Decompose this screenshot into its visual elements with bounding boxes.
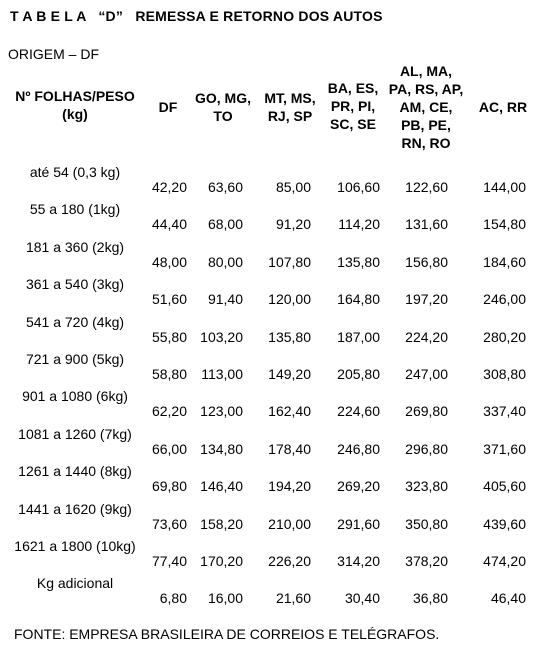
value-cell: 474,20 (483, 553, 526, 569)
value-cell: 135,80 (337, 253, 380, 270)
value-cell: 158,20 (200, 515, 243, 532)
value-cell: 291,60 (337, 515, 380, 532)
row-label: 541 a 720 (4kg) (25, 313, 125, 330)
value-cell: 46,40 (490, 590, 526, 607)
value-cell: 314,20 (337, 553, 380, 569)
value-cell: 44,40 (151, 216, 187, 233)
value-cell: 194,20 (268, 478, 311, 495)
header-region-1: DF (158, 99, 178, 115)
value-cell: 107,80 (268, 253, 311, 270)
value-cell: 120,00 (268, 291, 311, 308)
value-cell: 378,20 (405, 553, 448, 569)
row-label: 1081 a 1260 (7kg) (18, 425, 132, 442)
value-cell: 210,00 (268, 515, 311, 532)
value-cell: 246,00 (483, 291, 526, 308)
header-region-6: AC, RR (478, 99, 528, 115)
value-cell: 146,40 (200, 478, 243, 495)
value-cell: 73,60 (151, 515, 187, 532)
value-cell: 48,00 (151, 253, 187, 270)
value-cell: 77,40 (151, 553, 187, 569)
value-cell: 21,60 (275, 590, 311, 607)
value-cell: 91,20 (275, 216, 311, 233)
value-cell: 91,40 (207, 291, 243, 308)
value-cell: 114,20 (338, 216, 380, 233)
value-cell: 205,80 (337, 366, 380, 382)
value-cell: 224,60 (337, 403, 380, 420)
value-cell: 247,00 (405, 366, 448, 382)
row-label: 181 a 360 (2kg) (25, 238, 125, 255)
value-cell: 149,20 (268, 366, 311, 382)
value-cell: 85,00 (275, 179, 311, 195)
value-cell: 66,00 (151, 440, 187, 457)
value-cell: 62,20 (151, 403, 187, 420)
value-cell: 80,00 (207, 253, 243, 270)
value-cell: 68,00 (207, 216, 243, 233)
value-cell: 226,20 (268, 553, 311, 569)
row-label: 55 a 180 (1kg) (29, 201, 121, 218)
value-cell: 154,80 (483, 216, 526, 233)
value-cell: 134,80 (200, 440, 243, 457)
value-cell: 246,80 (337, 440, 380, 457)
row-label: Kg adicional (36, 575, 114, 592)
value-cell: 187,00 (337, 328, 380, 345)
value-cell: 170,20 (200, 553, 243, 569)
value-cell: 30,40 (344, 590, 380, 607)
value-cell: 308,80 (483, 366, 526, 382)
value-cell: 113,00 (201, 366, 243, 382)
value-cell: 178,40 (268, 440, 311, 457)
value-cell: 58,80 (151, 366, 187, 382)
row-label: 1261 a 1440 (8kg) (18, 463, 132, 480)
value-cell: 337,40 (483, 403, 526, 420)
source-footer: FONTE: EMPRESA BRASILEIRA DE CORREIOS E TELÉGRAFOS. (14, 626, 440, 642)
header-weight: Nº FOLHAS/PESO (kg) (15, 88, 135, 122)
value-cell: 122,60 (405, 179, 448, 195)
header-region-5: AL, MA, PA, RS, AP, AM, CE, PB, PE, RN, RO (388, 63, 464, 151)
value-cell: 123,00 (200, 403, 243, 420)
value-cell: 63,60 (207, 179, 243, 195)
value-cell: 55,80 (151, 328, 187, 345)
value-cell: 156,80 (405, 253, 448, 270)
value-cell: 36,80 (412, 590, 448, 607)
value-cell: 405,60 (483, 478, 526, 495)
value-cell: 106,60 (337, 179, 380, 195)
value-cell: 69,80 (151, 478, 187, 495)
value-cell: 197,20 (405, 291, 448, 308)
row-label: 1621 a 1800 (10kg) (14, 538, 136, 554)
value-cell: 323,80 (405, 478, 448, 495)
header-region-4: BA, ES, PR, PI, SC, SE (327, 80, 379, 132)
value-cell: 439,60 (483, 515, 526, 532)
value-cell: 350,80 (405, 515, 448, 532)
header-region-3: MT, MS, RJ, SP (264, 90, 316, 124)
value-cell: 184,60 (483, 253, 526, 270)
value-cell: 16,00 (207, 590, 243, 607)
document-title: T A B E L A “D” REMESSA E RETORNO DOS AUTOS (10, 8, 383, 24)
value-cell: 135,80 (268, 328, 311, 345)
row-label: 721 a 900 (5kg) (25, 351, 125, 367)
value-cell: 162,40 (268, 403, 311, 420)
value-cell: 42,20 (151, 179, 187, 195)
value-cell: 371,60 (483, 440, 526, 457)
value-cell: 164,80 (337, 291, 380, 308)
value-cell: 103,20 (200, 328, 243, 345)
value-cell: 224,20 (405, 328, 448, 345)
header-region-2: GO, MG, TO (195, 90, 251, 124)
row-label: 901 a 1080 (6kg) (22, 388, 128, 405)
value-cell: 280,20 (483, 328, 526, 345)
value-cell: 131,60 (405, 216, 448, 233)
value-cell: 269,80 (405, 403, 448, 420)
value-cell: 269,20 (337, 478, 380, 495)
value-cell: 6,80 (159, 590, 187, 607)
row-label: até 54 (0,3 kg) (29, 164, 121, 180)
row-label: 1441 a 1620 (9kg) (18, 500, 132, 517)
value-cell: 296,80 (405, 440, 448, 457)
row-label: 361 a 540 (3kg) (25, 276, 125, 293)
value-cell: 51,60 (151, 291, 187, 308)
origin-label: ORIGEM – DF (8, 46, 100, 62)
value-cell: 144,00 (483, 179, 526, 195)
